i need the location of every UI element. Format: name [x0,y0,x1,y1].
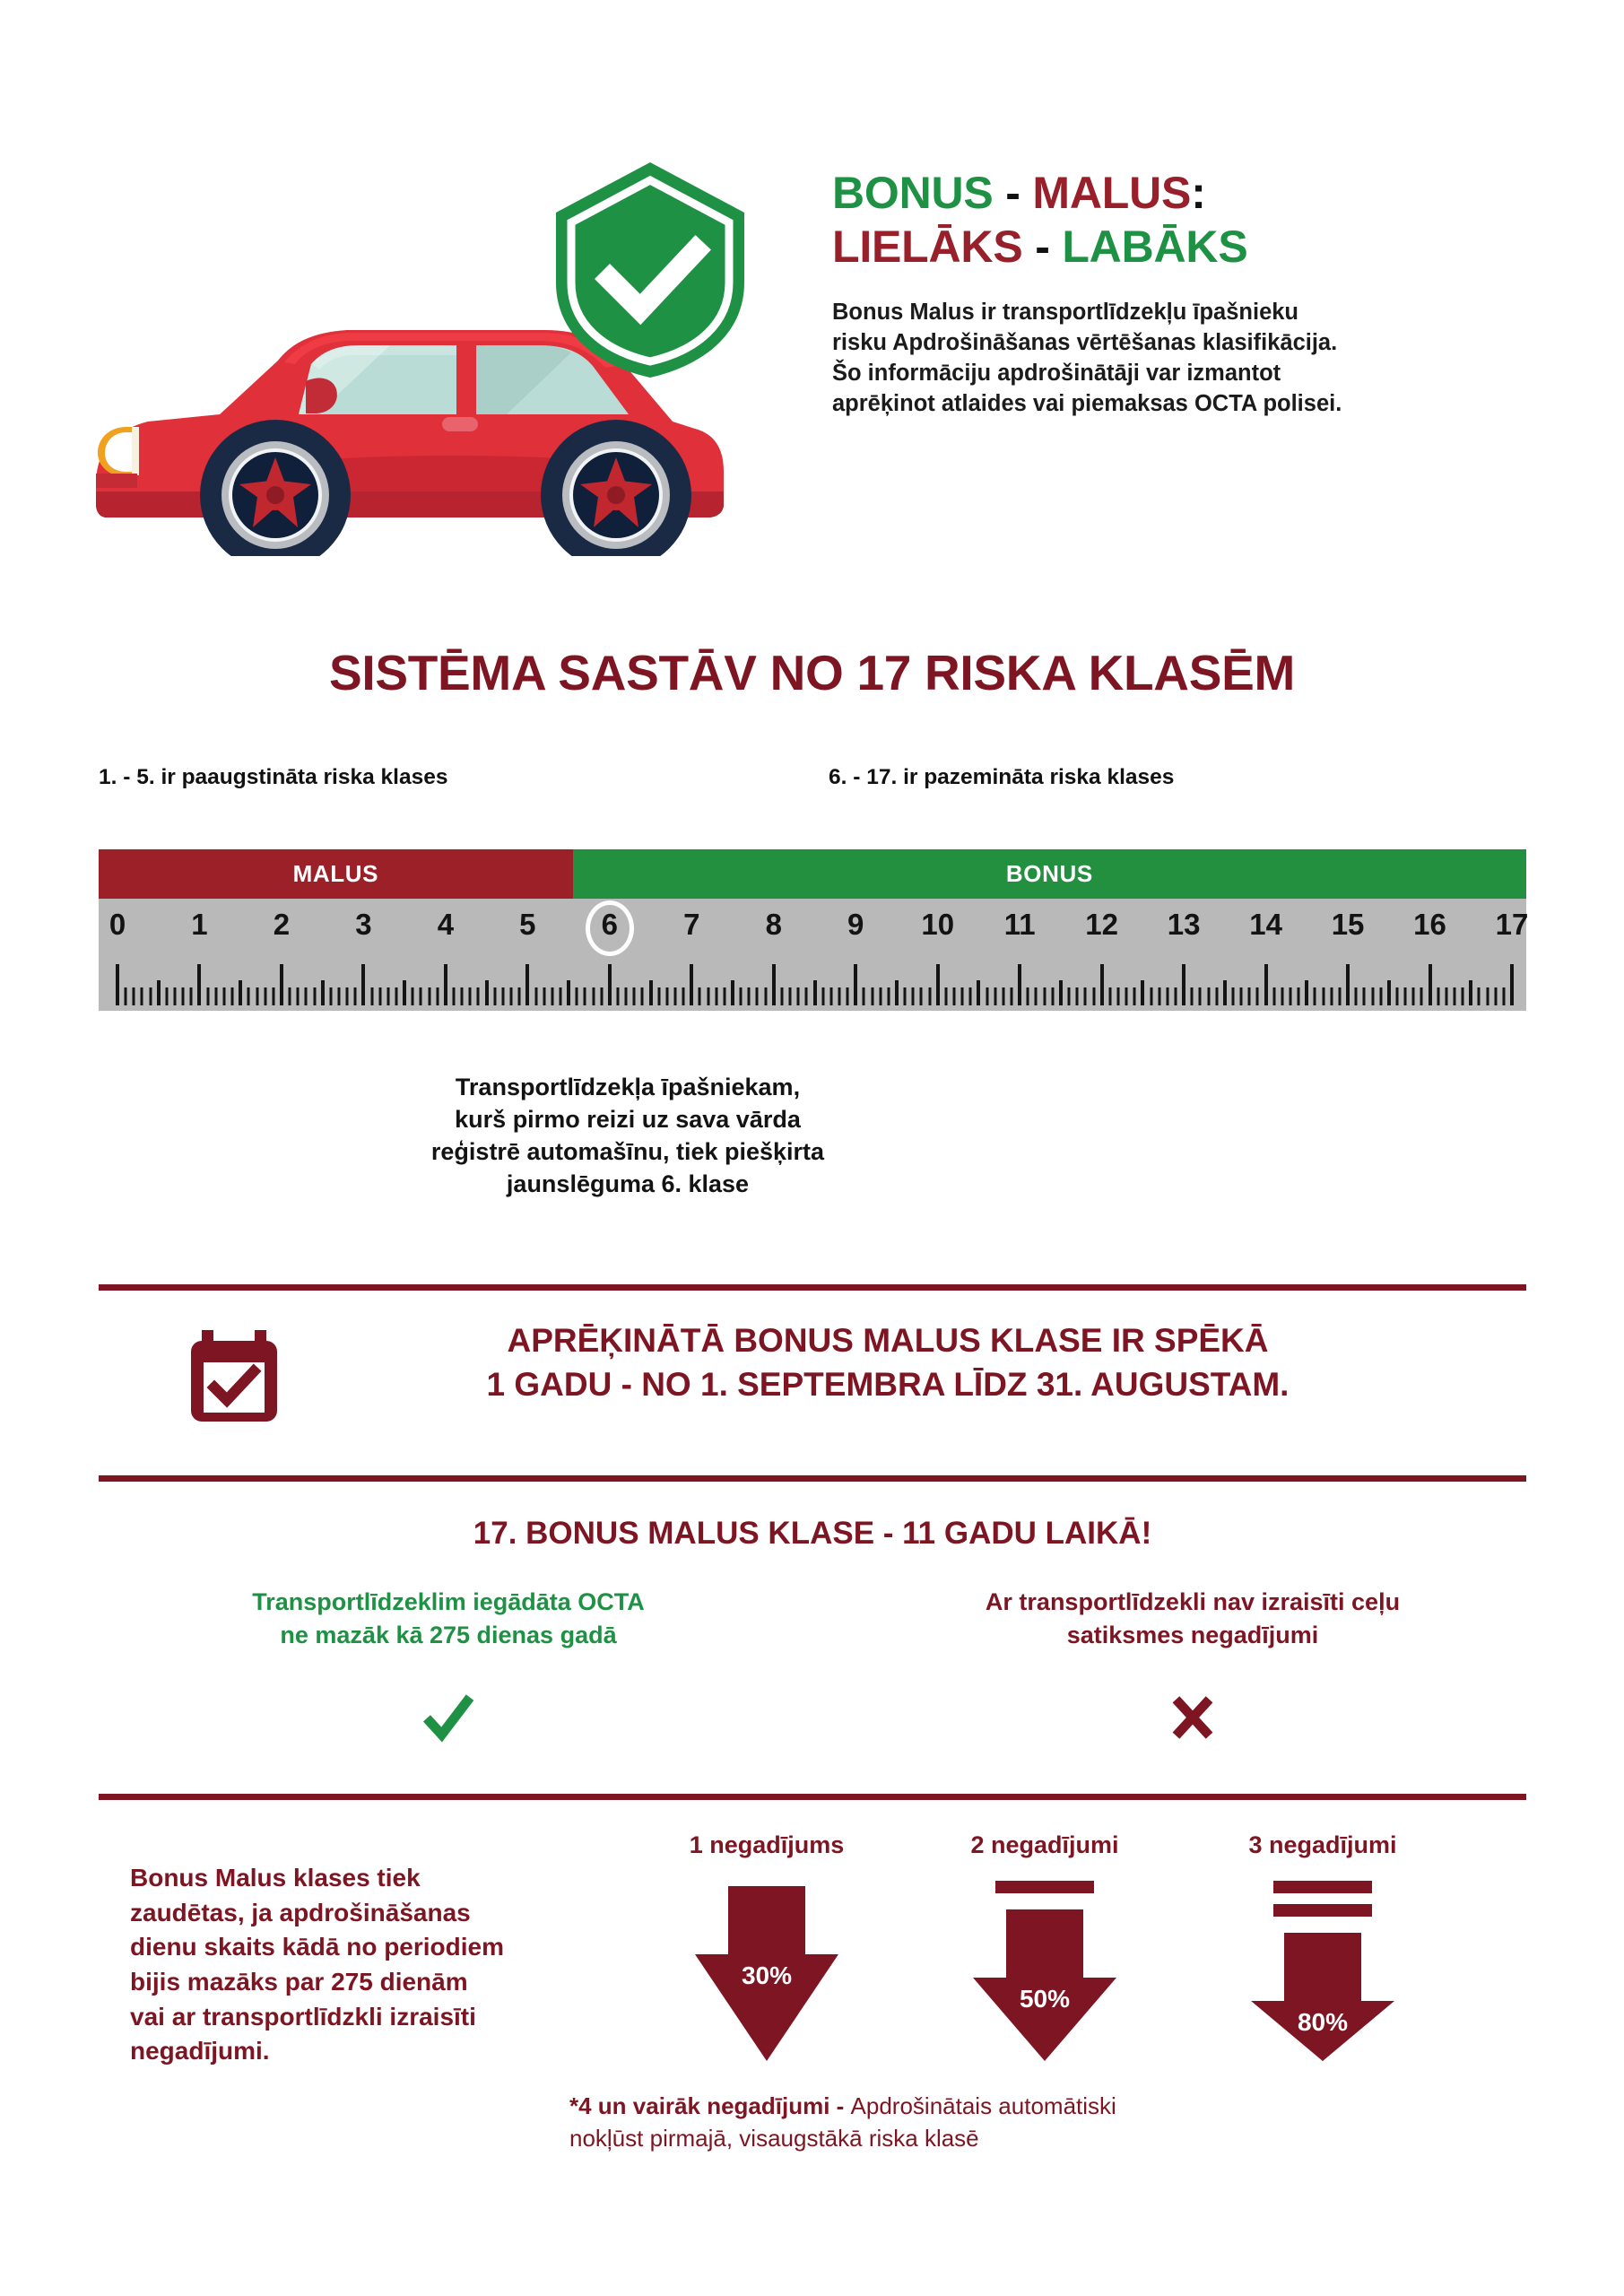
ruler-number-10: 10 [921,908,955,941]
condition-octa-days [135,1586,762,1750]
ruler-tick-minor [1108,987,1111,1005]
ruler-tick-minor [428,987,430,1005]
ruler-tick-minor [986,987,988,1005]
validity-period-block [99,1312,1526,1442]
ruler-tick-minor [543,987,545,1005]
ruler-number-5: 5 [519,908,536,941]
ruler-number-6: 6 [601,908,618,941]
ruler-tick-mid [1387,980,1391,1005]
ruler-tick-minor [953,987,956,1005]
ruler-tick-mid [731,980,734,1005]
ruler-tick-minor [764,987,767,1005]
ruler-number-17: 17 [1495,908,1529,941]
ruler-tick-major [772,964,776,1005]
ruler-tick-minor [297,987,300,1005]
condition-octa-days-text [135,1586,762,1651]
ruler-tick-mid [895,980,899,1005]
ruler-tick-minor [1240,987,1243,1005]
ruler-tick-minor [510,987,513,1005]
ruler-tick-minor [1092,987,1095,1005]
ruler-tick-minor [1002,987,1004,1005]
ruler-tick-minor [829,987,832,1005]
ruler-tick-minor [174,987,177,1005]
class-loss-line: negadījumi. [130,2037,270,2066]
hero-paragraph-line: risku Apdrošināšanas vērtēšanas klasifikācija. [832,330,1338,356]
ruler-body [99,899,1529,1011]
ruler-tick-minor [1363,987,1366,1005]
ruler-tick-minor [461,987,464,1005]
ruler-tick-major [690,964,693,1005]
ruler-tick-minor [904,987,907,1005]
condition-line: Ar transportlīdzekli nav izraisīti ceļu [985,1588,1401,1615]
ruler-tick-minor [264,987,266,1005]
divider-middle [99,1475,1526,1482]
ruler-tick-minor [1298,987,1300,1005]
ruler-tick-minor [1290,987,1292,1005]
ruler-tick-minor [222,987,225,1005]
ruler-tick-major [1100,964,1104,1005]
down-arrow-icon [915,1881,1175,2065]
hero-paragraph-line: Bonus Malus ir transportlīdzekļu īpašnieku [832,300,1299,325]
ruler-tick-minor [1043,987,1046,1005]
ruler-tick-minor [1199,987,1202,1005]
ruler-tick-minor [912,987,915,1005]
footnote-line-2: nokļūst pirmajā, visaugstākā riska klasē [569,2124,979,2152]
ruler-tick-major [1182,964,1185,1005]
ruler-tick-mid [403,980,406,1005]
ruler-segment-bonus: BONUS [573,849,1526,899]
bonus-malus-ruler [99,849,1529,1011]
ruler-tick-minor [165,987,168,1005]
ruler-tick-minor [641,987,644,1005]
ruler-tick-minor [944,987,947,1005]
ruler-tick-minor [665,987,668,1005]
ruler-tick-minor [723,987,725,1005]
ruler-tick-major [525,964,529,1005]
ruler-tick-mid [1223,980,1227,1005]
page-title: SISTĒMA SASTĀV NO 17 RISKA KLASĒM [329,645,1295,700]
ruler-tick-minor [1011,987,1013,1005]
green-shield-check-icon [547,157,753,381]
ruler-tick-minor [740,987,743,1005]
cross-mark-icon [879,1685,1507,1750]
sublabel-decreased-risk: 6. - 17. ir pazemināta riska klases [829,765,1175,789]
ruler-tick-mid [239,980,242,1005]
ruler-tick-major [444,964,447,1005]
accident-penalty-arrows [637,1831,1533,2100]
ruler-tick-minor [1027,987,1029,1005]
ruler-number-0: 0 [109,908,126,941]
hero-title-line2 [832,220,1496,274]
down-arrow-icon [1193,1881,1453,2065]
footnote-bold: *4 un vairāk negadījumi - [569,2092,851,2119]
ruler-tick-minor [1281,987,1283,1005]
ruler-tick-minor [780,987,783,1005]
ruler-tick-minor [756,987,759,1005]
ruler-tick-minor [305,987,308,1005]
hero-title-part: LIELĀKS [832,222,1023,272]
ruler-tick-minor [1412,987,1415,1005]
condition-no-accidents-text [879,1586,1507,1651]
accident-arrow-label: 2 negadījumi [970,1831,1119,1858]
ruler-color-bar [99,849,1526,899]
ruler-tick-minor [1338,987,1341,1005]
ruler-tick-minor [994,987,996,1005]
ruler-tick-minor [1133,987,1136,1005]
ruler-tick-minor [1248,987,1251,1005]
hero-text-block [832,166,1496,420]
ruler-number-9: 9 [847,908,864,941]
ruler-tick-minor [182,987,185,1005]
ruler-tick-major [1018,964,1021,1005]
ruler-tick-minor [682,987,685,1005]
ruler-number-2: 2 [273,908,291,941]
ruler-tick-minor [1191,987,1194,1005]
ruler-number-3: 3 [355,908,372,941]
ruler-tick-minor [501,987,504,1005]
ruler-number-4: 4 [437,908,455,941]
ruler-tick-minor [493,987,496,1005]
ruler-tick-mid [485,980,489,1005]
ruler-number-labels [99,899,1529,958]
ruler-tick-minor [1150,987,1152,1005]
ruler-tick-minor [633,987,636,1005]
ruler-tick-minor [1404,987,1407,1005]
ruler-note-line: jaunslēguma 6. klase [506,1170,750,1197]
ruler-tick-minor [386,987,389,1005]
class-loss-line: dienu skaits kādā no periodiem [130,1933,505,1961]
ruler-number-16: 16 [1413,908,1446,941]
accident-arrow-label: 3 negadījumi [1248,1831,1397,1858]
ruler-tick-minor [469,987,472,1005]
ruler-tick-minor [289,987,291,1005]
footnote-rest: Apdrošinātais automātiski [850,2092,1116,2119]
accident-arrow-1 [637,1831,897,2065]
ruler-tick-major [1429,964,1432,1005]
ruler-tick-minor [961,987,964,1005]
ruler-tick-minor [329,987,332,1005]
ruler-tick-minor [1462,987,1464,1005]
hero-paragraph-line: Šo informāciju apdrošinātāji var izmantot [832,361,1281,387]
ruler-tick-minor [592,987,595,1005]
ruler-note-line: kurš pirmo reizi uz sava vārda [455,1105,801,1133]
ruler-tick-mid [1469,980,1472,1005]
validity-period-line: APRĒĶINĀTĀ BONUS MALUS KLASE IR SPĒKĀ [507,1322,1269,1359]
ruler-tick-minor [1330,987,1333,1005]
accident-arrow-2 [915,1831,1175,2065]
ruler-tick-minor [370,987,373,1005]
ruler-tick-minor [1116,987,1119,1005]
ruler-tick-minor [1256,987,1259,1005]
calendar-check-icon [184,1325,284,1425]
condition-line: Transportlīdzeklim iegādāta OCTA [252,1588,645,1615]
ruler-tick-minor [1076,987,1079,1005]
ruler-number-15: 15 [1331,908,1365,941]
accident-arrow-label: 1 negadījums [689,1831,845,1858]
class-loss-line: bijis mazāks par 275 dienām [130,1967,468,1996]
condition-line: ne mazāk kā 275 dienas gadā [280,1621,617,1648]
ruler-tick-minor [272,987,274,1005]
class-loss-line: zaudētas, ja apdrošināšanas [130,1898,471,1926]
ruler-tick-minor [551,987,553,1005]
ruler-note-line: Transportlīdzekļa īpašniekam, [455,1074,801,1100]
class-17-heading: 17. BONUS MALUS KLASE - 11 GADU LAIKĀ! [473,1516,1152,1551]
ruler-note [269,1072,986,1201]
down-arrow-icon [637,1881,897,2065]
ruler-tick-mid [649,980,653,1005]
ruler-tick-minor [576,987,578,1005]
accident-arrow-3 [1193,1831,1453,2065]
ruler-tick-minor [337,987,340,1005]
class-17-conditions [99,1586,1526,1801]
ruler-tick-minor [657,987,660,1005]
ruler-tick-minor [584,987,586,1005]
ruler-tick-minor [149,987,152,1005]
ruler-tick-minor [1395,987,1398,1005]
ruler-tick-minor [1207,987,1210,1005]
ruler-tick-minor [1051,987,1054,1005]
hero-title-part: MALUS [1032,168,1192,218]
ruler-tick-minor [378,987,381,1005]
hero-title-part: - [993,168,1033,218]
ruler-tick-major [280,964,283,1005]
ruler-tick-minor [920,987,923,1005]
ruler-segment-malus: MALUS [99,849,573,899]
ruler-tick-minor [214,987,217,1005]
ruler-tick-minor [346,987,349,1005]
divider-bottom [99,1794,1526,1800]
hero-title-part: : [1191,168,1206,218]
ruler-tick-minor [559,987,561,1005]
ruler-number-1: 1 [191,908,208,941]
footnote [569,2091,1475,2155]
hero-title-line1 [832,166,1496,220]
ruler-number-8: 8 [765,908,782,941]
ruler-tick-major [854,964,857,1005]
ruler-tick-minor [133,987,135,1005]
ruler-tick-major [197,964,201,1005]
hero-title-part: LABĀKS [1062,222,1248,272]
ruler-tick-major [608,964,612,1005]
ruler-tick-minor [534,987,537,1005]
ruler-tick-minor [518,987,521,1005]
ruler-tick-minor [1314,987,1316,1005]
ruler-number-14: 14 [1249,908,1282,941]
ruler-tick-minor [1494,987,1497,1005]
ruler-tick-minor [871,987,873,1005]
ruler-tick-minor [1125,987,1128,1005]
ruler-tick-major [1346,964,1350,1005]
ruler-tick-mid [321,980,325,1005]
footnote-line-1 [569,2091,1475,2123]
ruler-tick-minor [354,987,357,1005]
ruler-tick-mid [157,980,161,1005]
ruler-tick-minor [1272,987,1275,1005]
ruler-tick-minor [748,987,751,1005]
ruler-tick-minor [420,987,422,1005]
ruler-tick-minor [1158,987,1160,1005]
ruler-tick-minor [1486,987,1489,1005]
ruler-tick-major [936,964,940,1005]
condition-no-accidents [879,1586,1507,1750]
ruler-tick-minor [805,987,808,1005]
ruler-tick-minor [821,987,824,1005]
accident-penalty-percent: 30% [741,1961,793,1989]
ruler-tick-major [1264,964,1268,1005]
accident-penalty-percent: 50% [1019,1985,1071,2013]
ruler-tick-minor [436,987,439,1005]
ruler-note-line: reģistrē automašīnu, tiek piešķirta [430,1137,825,1165]
ruler-tick-minor [616,987,619,1005]
ruler-tick-mid [1305,980,1308,1005]
ruler-tick-major [116,964,119,1005]
ruler-tick-minor [141,987,143,1005]
ruler-tick-minor [600,987,603,1005]
accident-penalty-percent: 80% [1297,2008,1349,2036]
ruler-tick-mid [977,980,980,1005]
ruler-tick-mid [813,980,817,1005]
ruler-tick-minor [625,987,628,1005]
hero-section [0,0,1624,592]
validity-period-line: 1 GADU - NO 1. SEPTEMBRA LĪDZ 31. AUGUSTAM. [486,1365,1290,1403]
ruler-tick-mid [1059,980,1063,1005]
ruler-tick-mid [1141,980,1144,1005]
ruler-number-11: 11 [1003,908,1036,941]
ruler-tick-minor [256,987,258,1005]
ruler-tick-marks [99,958,1526,1011]
ruler-tick-minor [1166,987,1168,1005]
hero-paragraph [832,297,1496,420]
ruler-number-13: 13 [1167,908,1201,941]
ruler-tick-minor [715,987,717,1005]
ruler-tick-minor [1379,987,1382,1005]
ruler-tick-minor [1215,987,1218,1005]
ruler-tick-minor [1322,987,1324,1005]
ruler-tick-minor [477,987,480,1005]
ruler-tick-minor [190,987,193,1005]
ruler-tick-major [361,964,365,1005]
validity-period-text [318,1319,1457,1407]
ruler-tick-minor [1502,987,1505,1005]
check-mark-icon [135,1685,762,1750]
ruler-tick-minor [707,987,709,1005]
ruler-tick-minor [863,987,865,1005]
ruler-tick-minor [1084,987,1087,1005]
ruler-tick-minor [699,987,701,1005]
ruler-tick-minor [789,987,792,1005]
sublabel-increased-risk: 1. - 5. ir paaugstināta riska klases [99,765,448,789]
hero-title-part: BONUS [832,168,994,218]
ruler-tick-minor [847,987,849,1005]
ruler-tick-minor [887,987,890,1005]
ruler-tick-minor [797,987,800,1005]
ruler-tick-minor [879,987,881,1005]
condition-line: satiksmes negadījumi [1066,1621,1319,1648]
ruler-tick-minor [395,987,398,1005]
ruler-tick-minor [231,987,234,1005]
ruler-tick-minor [412,987,414,1005]
ruler-tick-minor [453,987,456,1005]
ruler-tick-major [1510,964,1514,1005]
ruler-tick-minor [1174,987,1177,1005]
hero-title-part: - [1022,222,1063,272]
ruler-tick-mid [567,980,570,1005]
ruler-number-7: 7 [683,908,700,941]
ruler-tick-minor [125,987,127,1005]
hero-paragraph-line: aprēķinot atlaides vai piemaksas OCTA polisei. [832,391,1342,417]
ruler-tick-minor [1355,987,1358,1005]
ruler-tick-minor [1035,987,1038,1005]
class-loss-line: Bonus Malus klases tiek [130,1864,421,1892]
ruler-tick-minor [206,987,209,1005]
ruler-number-12: 12 [1085,908,1118,941]
ruler-tick-minor [1445,987,1447,1005]
ruler-tick-minor [969,987,972,1005]
ruler-tick-minor [1420,987,1423,1005]
ruler-tick-minor [313,987,316,1005]
ruler-tick-minor [248,987,250,1005]
class-loss-line: vai ar transportlīdzkli izraisīti [130,2002,476,2031]
ruler-tick-minor [1371,987,1374,1005]
ruler-tick-minor [1068,987,1071,1005]
divider-top [99,1284,1526,1291]
ruler-tick-minor [1437,987,1439,1005]
ruler-tick-minor [838,987,840,1005]
ruler-tick-minor [1453,987,1455,1005]
ruler-tick-minor [674,987,677,1005]
ruler-tick-minor [1478,987,1481,1005]
ruler-tick-minor [928,987,931,1005]
ruler-tick-minor [1232,987,1235,1005]
class-loss-paragraph [130,1861,632,2069]
